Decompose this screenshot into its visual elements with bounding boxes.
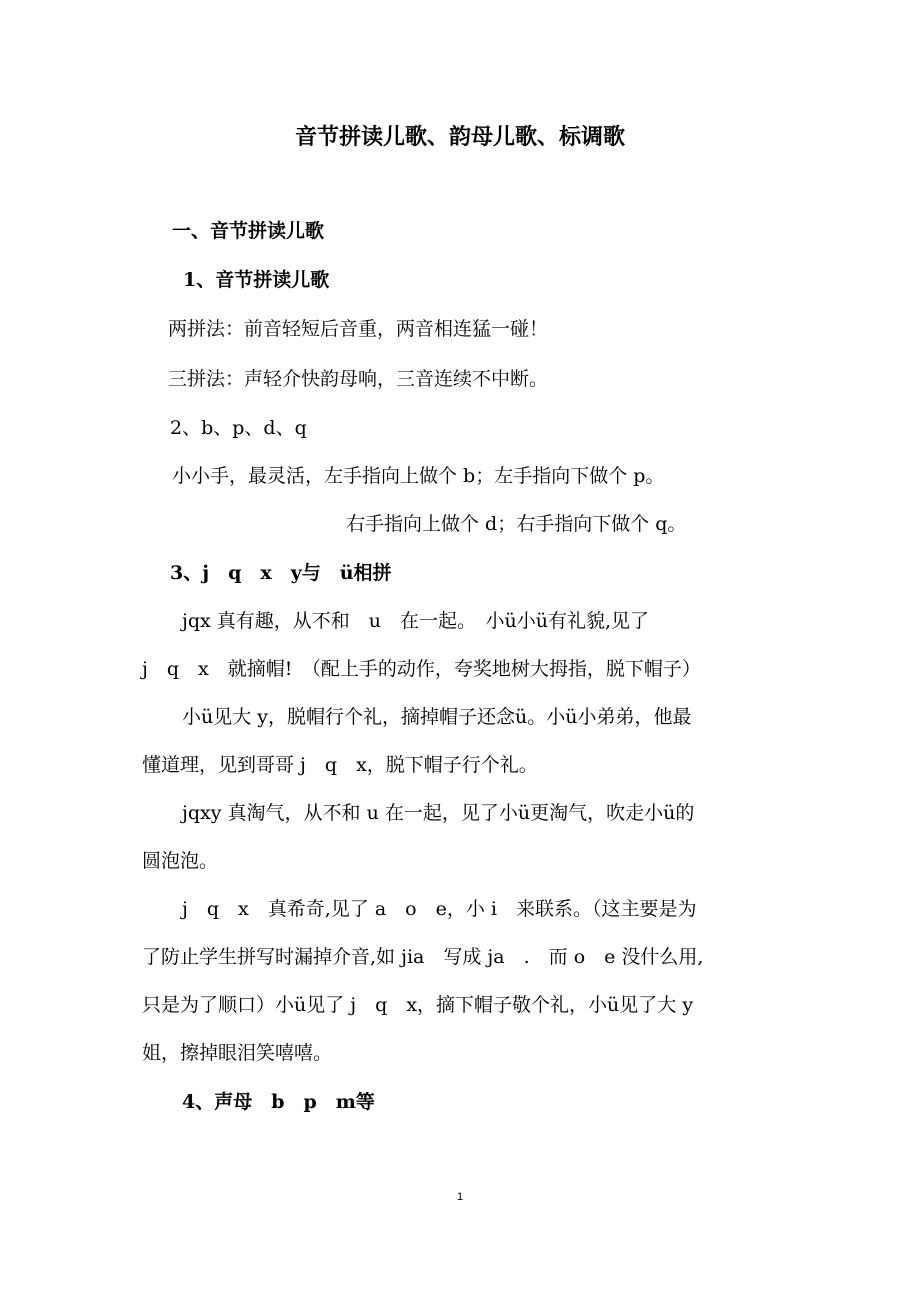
- subsection-heading-4: 4、声母 b p m等: [182, 1091, 375, 1113]
- paragraph-line: 懂道理，见到哥哥 j q x，脱下帽子行个礼。: [142, 754, 538, 776]
- paragraph-line: j q x 真希奇,见了 a o e，小 i 来联系。（这主要是为: [182, 898, 697, 920]
- section-heading: 一、音节拼读儿歌: [172, 220, 325, 242]
- paragraph-line: j q x 就摘帽! （配上手的动作，夸奖地树大拇指，脱下帽子）: [142, 658, 701, 680]
- paragraph-line: 三拼法：声轻介快韵母响，三音连续不中断。: [168, 368, 549, 390]
- subsection-heading-3: 3、j q x y与 ü相拼: [170, 562, 392, 584]
- paragraph-line: 圆泡泡。: [142, 850, 219, 872]
- paragraph-line: 小小手，最灵活，左手指向上做个 b；左手指向下做个 p。: [172, 465, 665, 487]
- subsection-heading-1: 1、音节拼读儿歌: [183, 269, 330, 291]
- paragraph-line: 了防止学生拼写时漏掉介音,如 jia 写成 ja . 而 o e 没什么用,: [142, 946, 704, 968]
- paragraph-line: 只是为了顺口）小ü见了 j q x，摘下帽子敬个礼，小ü见了大 y: [142, 994, 694, 1016]
- document-title: 音节拼读儿歌、韵母儿歌、标调歌: [294, 124, 625, 150]
- paragraph-line: 姐，擦掉眼泪笑嘻嘻。: [142, 1042, 333, 1064]
- paragraph-line: 右手指向上做个 d；右手指向下做个 q。: [346, 513, 687, 535]
- page-number: 1: [456, 1191, 464, 1203]
- subsection-heading-2: 2、b、p、d、q: [170, 417, 307, 439]
- paragraph-line: jqxy 真淘气，从不和 u 在一起，见了小ü更淘气，吹走小ü的: [182, 802, 695, 824]
- paragraph-line: 两拼法：前音轻短后音重，两音相连猛一碰！: [168, 318, 549, 340]
- paragraph-line: jqx 真有趣，从不和 u 在一起。 小ü小ü有礼貌,见了: [182, 610, 650, 632]
- paragraph-line: 小ü见大 y，脱帽行个礼，摘掉帽子还念ü。小ü小弟弟，他最: [182, 706, 692, 728]
